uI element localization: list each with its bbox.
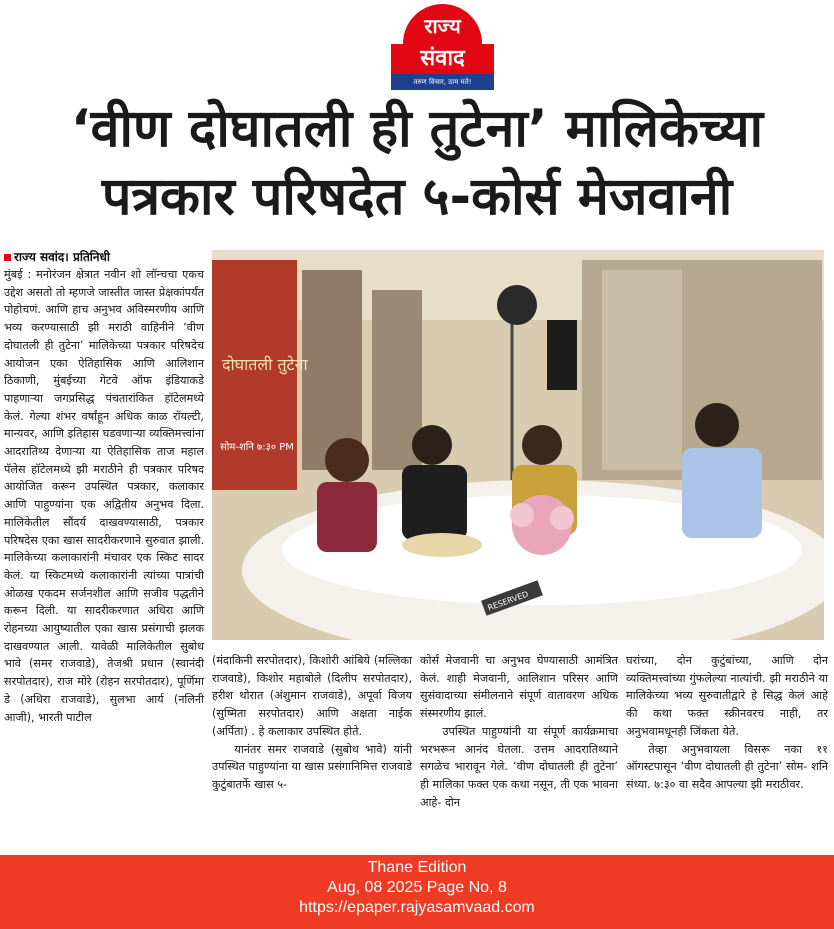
edition-footer — [0, 855, 834, 929]
logo-word-samvad: संवाद — [391, 44, 494, 74]
byline-marker-icon — [4, 254, 11, 261]
column-4-para-1: घरांच्या, दोन कुटुंबांच्या, आणि दोन व्यक्तिमत्त्वांच्या गुंफलेल्या नात्यांची. झी मराठीने या मालिकेच्या भव्य सुरुवातीद्वारे हे सिद्ध केलं आहे की कथा फक्त स्क्रीनवरच नाही, तर अनुभवामधूनही जिंकता येते. — [626, 654, 828, 738]
photo-illustration — [212, 250, 824, 640]
article-headline — [0, 95, 834, 231]
logo-tagline: तरुण विचार, ठाम मते! — [391, 74, 494, 90]
column-1-text: मुंबई : मनोरंजन क्षेत्रात नवीन शो लॉन्चचा एकच उद्देश असतो तो म्हणजे जास्तीत जास्त प्रेक्षकांपर्यंत पोहोचणं. आणि हाच अनुभव अविस्मरणीय आणि भव्य करण्यासाठी झी मराठी वाहिनीने ‘वीण दोघातली ही तुटेना’ मालिकेच्या पत्रकार परिषदेच आयोजन एका ऐतिहासिक आणि आलिशान ठिकाणी, मुंबईच्या गेटवे ऑफ इंडियाकडे पाहणाऱ्या जगप्रसिद्ध पंचतारांकित हॉटेलमध्ये केलं. गेल्या शंभर वर्षांहून अधिक काळ रॉयल्टी, मान्यवर, आणि इतिहास घडवणाऱ्या व्यक्तिमत्त्वांना आदरातिथ्य देणाऱ्या या ऐतिहासिक ताज महाल पॅलेस हॉटेलमध्ये झी मराठीने ही पत्रकार परिषद आयोजित करून उपस्थित पत्रकार, कलाकार आणि पाहुण्यांना एक अद्वितीय अनुभव दिला. मालिकेतील सौंदर्य दाखवण्यासाठी, पत्रकार परिषदेस एका खास सादरीकरणाने सुरुवात झाली. मालिकेच्या कलाकारांनी मंचावर एक स्किट सादर केलं. या स्किटमध्ये कलाकारांनी त्यांच्या पात्रांची ओळख एकदम सर्जनशील आणि सजीव पद्धतीने करून दिली. या सादरीकरणात अधिरा आणि रोहनच्या आयुष्यातील एका खास प्रसंगाची झलक दाखवण्यात आली. यावेळी मालिकेतील सुबोध भावे (समर राजवाडे), तेजश्री प्रधान (स्वानंदी सरपोतदार), राज मोरे (रोहन सरपोतदार), पूर्णिमा डे (अधिरा राजवाडे), सुलभा आर्य (नलिनी आजी), भारती पाटील — [4, 268, 204, 724]
logo-word-rajya: राज्य — [403, 4, 482, 48]
photo-banner-title: दोघातली तुटेना — [222, 355, 308, 374]
byline — [4, 248, 110, 265]
article-column-1 — [4, 266, 204, 726]
photo-table-sign: RESERVED — [486, 589, 530, 613]
column-4-para-2: तेव्हा अनुभवायला विसरू नका ११ ऑगस्टपासून ‘वीण दोघातली ही तुटेना’ सोम- शनि संध्या. ७:३० वा सदैव आपल्या झी मराठीवर. — [626, 742, 828, 791]
column-2-para-2: यानंतर समर राजवाडे (सुबोध भावे) यांनी उपस्थित पाहुण्यांना या खास प्रसंगानिमित्त राजवाडे कुटुंबातर्फे खास ५- — [212, 742, 412, 791]
headline-line-2: पत्रकार परिषदेत ५-कोर्स मेजवानी — [101, 167, 733, 227]
byline-text: राज्य सवांद। प्रतिनिधी — [14, 250, 111, 264]
press-conference-photo — [212, 250, 824, 640]
photo-banner-time: सोम-शनि ७:३० PM — [220, 442, 294, 453]
column-3-para-1: कोर्स मेजवानी चा अनुभव घेण्यासाठी आमंत्रित केलं. शाही मेजवानी, आलिशान परिसर आणि सुसंवादाच्या संमीलनाने संपूर्ण वातावरण अधिक संस्मरणीय झालं. — [420, 654, 618, 721]
headline-line-1: ‘वीण दोघातली ही तुटेना’ मालिकेच्या — [70, 99, 764, 159]
article-column-3 — [420, 652, 618, 811]
article-column-4 — [626, 652, 828, 794]
footer-edition: Thane Edition — [367, 859, 467, 876]
column-3-para-2: उपस्थित पाहुण्यांनी या संपूर्ण कार्यक्रमाचा भरभरून आनंद घेतला. उत्तम आदरातिथ्याने सगळेच भारावून गेले. ‘वीण दोघातली ही तुटेना’ ही मालिका फक्त एक कथा नसून, ती एक भावना आहे- दोन — [420, 724, 618, 809]
article-column-2 — [212, 652, 412, 794]
masthead-logo — [391, 4, 494, 90]
footer-url-link[interactable]: https://epaper.rajyasamvaad.com — [299, 899, 535, 916]
footer-date-page: Aug, 08 2025 Page No, 8 — [327, 879, 507, 896]
column-2-para-1: (मंदाकिनी सरपोतदार), किशोरी आंबिये (मल्लिका राजवाडे), किशोर महाबोले (दिलीप सरपोतदार), हरीश थोरात (अंशुमान राजवाडे), अपूर्वा विजय (सुष्मिता सरपोतदार) आणि अक्षता नाईक (अर्पिता) . हे कलाकार उपस्थित होते. — [212, 654, 412, 738]
